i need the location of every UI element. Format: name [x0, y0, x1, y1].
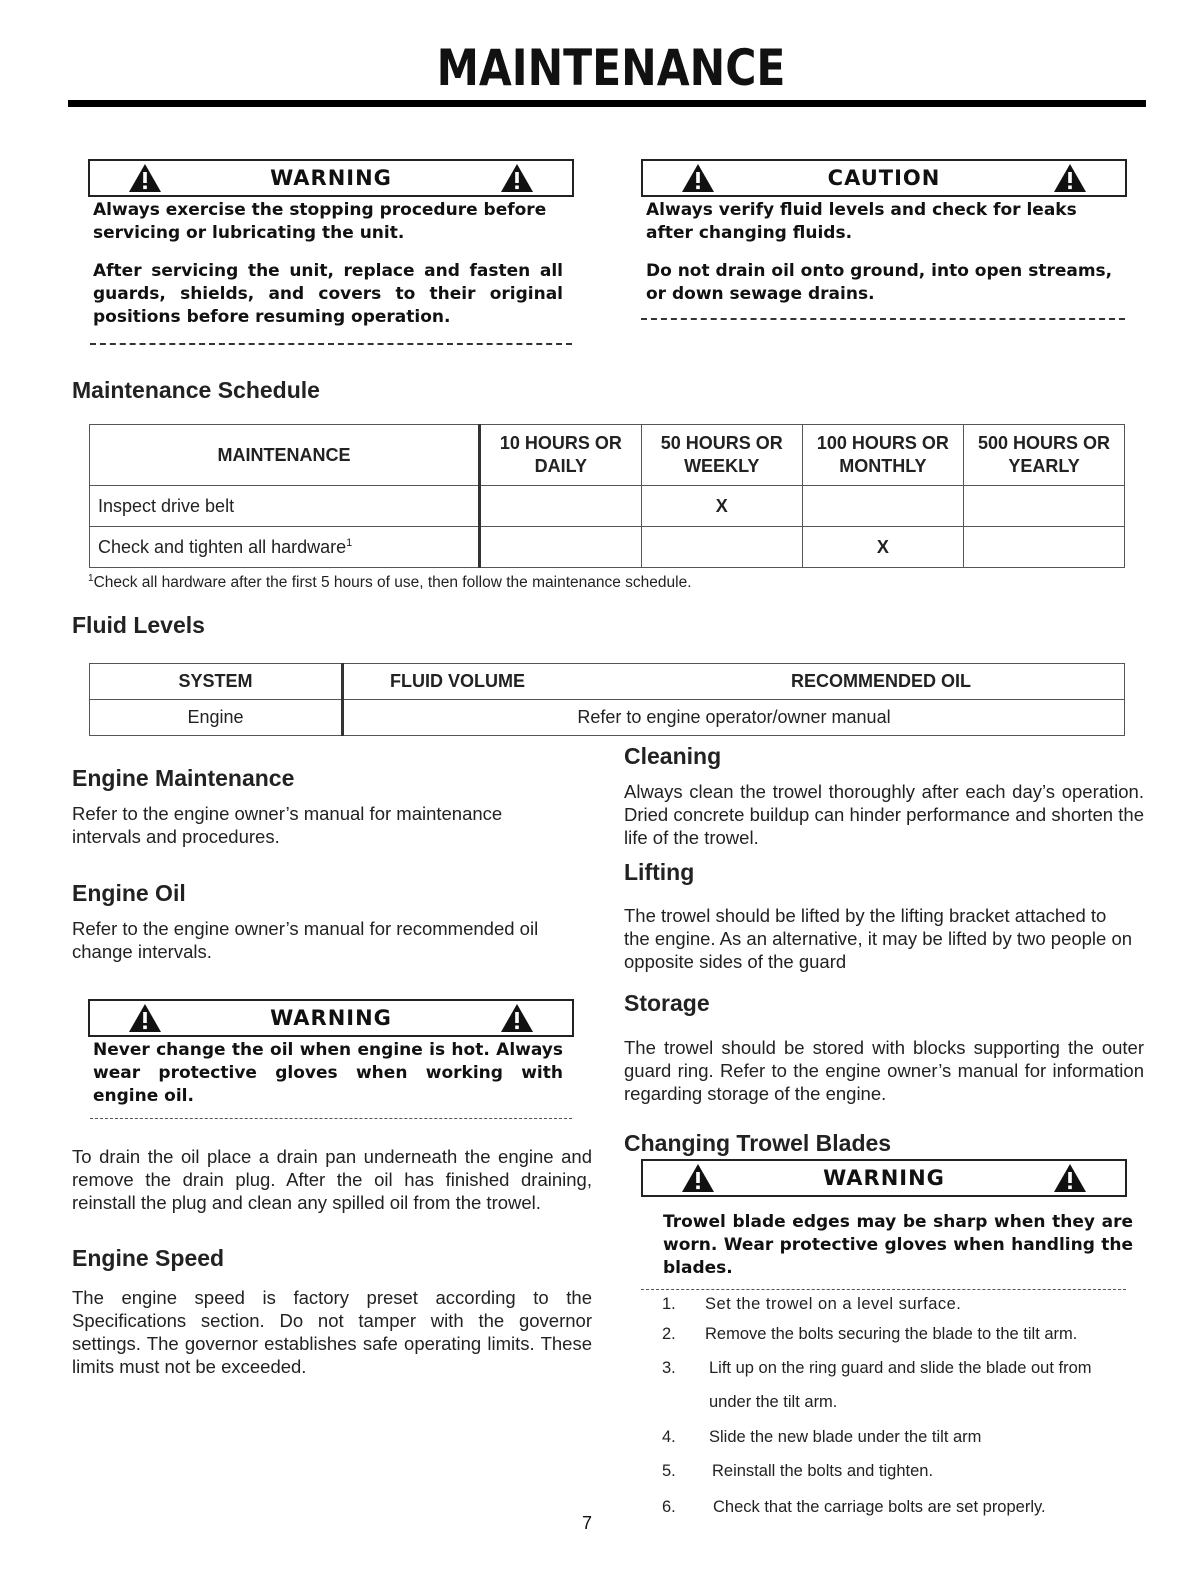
- step-text: Remove the bolts securing the blade to the tilt arm.: [705, 1325, 1078, 1343]
- oil-warning-banner: [88, 999, 574, 1037]
- caution-label: CAUTION: [827, 166, 941, 190]
- system-cell: Engine: [90, 700, 343, 736]
- alert-triangle-icon: [500, 1003, 534, 1033]
- step-text: Slide the new blade under the tilt arm: [709, 1428, 982, 1446]
- task-cell: [90, 527, 480, 568]
- blade-warning-text: Trowel blade edges may be sharp when they are worn. Wear protective gloves when handling the blades.: [663, 1212, 1133, 1278]
- step-text: Reinstall the bolts and tighten.: [712, 1462, 934, 1480]
- caution-banner: [641, 159, 1127, 197]
- alert-triangle-icon: [681, 163, 715, 193]
- alert-triangle-icon: [681, 1163, 715, 1193]
- step-number: 5.: [662, 1462, 676, 1480]
- fluid-levels-table: [89, 663, 1125, 736]
- lifting-heading: Lifting: [624, 859, 695, 885]
- engine-maintenance-text: [72, 802, 552, 848]
- alert-triangle-icon: [128, 1003, 162, 1033]
- schedule-heading: Maintenance Schedule: [72, 377, 320, 403]
- mark-cell: [641, 527, 802, 568]
- step-text: Set the trowel on a level surface.: [705, 1295, 962, 1313]
- mark-cell: X: [802, 527, 963, 568]
- warning-label: WARNING: [270, 1006, 392, 1030]
- warning-paragraph: Always exercise the stopping procedure before servicing or lubricating the unit.: [93, 200, 547, 243]
- dashed-divider: [641, 318, 1125, 320]
- caution-paragraph: Do not drain oil onto ground, into open streams, or down sewage drains.: [646, 261, 1113, 304]
- storage-heading: Storage: [624, 990, 710, 1016]
- column-header: 500 HOURS OR YEARLY: [964, 425, 1125, 486]
- column-header: RECOMMENDED OIL: [621, 664, 1125, 700]
- step-number: 4.: [662, 1428, 676, 1446]
- column-header: MAINTENANCE: [90, 425, 480, 486]
- column-header: SYSTEM: [90, 664, 343, 700]
- warning-paragraph: After servicing the unit, replace and fasten all guards, shields, and covers to their original positions before resuming operation.: [93, 261, 563, 327]
- step-number: 1.: [662, 1295, 676, 1313]
- maintenance-schedule-table: [89, 424, 1125, 568]
- mark-cell: [964, 527, 1125, 568]
- step-number: 3.: [662, 1359, 676, 1377]
- drain-text: To drain the oil place a drain pan underneath the engine and remove the drain plug. After the oil has finished draining, reinstall the plug and clean any spilled oil from the trowel.: [72, 1146, 592, 1213]
- step-text-continued: under the tilt arm.: [709, 1393, 838, 1411]
- page-title: MAINTENANCE: [436, 39, 786, 97]
- engine-oil-heading: Engine Oil: [72, 880, 186, 906]
- changing-blades-heading: Changing Trowel Blades: [624, 1130, 892, 1156]
- engine-speed-heading: Engine Speed: [72, 1245, 225, 1271]
- oil-warning-text: Never change the oil when engine is hot. Always wear protective gloves when working with engine oil.: [93, 1040, 563, 1106]
- task-cell: Inspect drive belt: [90, 486, 480, 527]
- alert-triangle-icon: [1053, 163, 1087, 193]
- column-header: 100 HOURS OR MONTHLY: [802, 425, 963, 486]
- step-number: 2.: [662, 1325, 676, 1343]
- warning-label: WARNING: [270, 166, 392, 190]
- engine-maintenance-heading: Engine Maintenance: [72, 765, 295, 791]
- warning-text: [93, 199, 563, 344]
- warning-label: WARNING: [823, 1166, 945, 1190]
- dashed-divider: [90, 343, 572, 345]
- title-rule: [68, 100, 1146, 107]
- mark-cell: [964, 486, 1125, 527]
- task-text: Check and tighten all hardware: [98, 536, 347, 557]
- column-header: 10 HOURS OR DAILY: [479, 425, 641, 486]
- dashed-divider: [641, 1289, 1126, 1290]
- step-text: Lift up on the ring guard and slide the blade out from: [709, 1359, 1092, 1377]
- lifting-text: The trowel should be lifted by the lifting bracket attached to the engine. As an alternative, it may be lifted by two people on opposite sides of the guard: [624, 905, 1133, 972]
- blade-warning-banner: [641, 1159, 1127, 1197]
- mark-cell: [479, 527, 641, 568]
- step-text: Check that the carriage bolts are set properly.: [713, 1498, 1046, 1516]
- cleaning-text: Always clean the trowel thoroughly after each day’s operation. Dried concrete buildup can hinder performance and shorten the life of the trowel.: [624, 781, 1144, 848]
- table-header-row: [90, 664, 1125, 700]
- table-row: [90, 527, 1125, 568]
- column-header: FLUID VOLUME: [343, 664, 622, 700]
- cleaning-heading: Cleaning: [624, 743, 722, 769]
- oil-info-cell: Refer to engine operator/owner manual: [343, 700, 1125, 736]
- fluid-levels-heading: Fluid Levels: [72, 612, 205, 638]
- schedule-footnote: [88, 573, 692, 592]
- alert-triangle-icon: [500, 163, 534, 193]
- dashed-divider: [90, 1118, 572, 1119]
- storage-text: The trowel should be stored with blocks supporting the outer guard ring. Refer to the engine owner’s manual for information regarding storage of the engine.: [624, 1037, 1144, 1104]
- paragraph: Refer to the engine owner’s manual for recommended oil change intervals.: [72, 918, 539, 962]
- mark-cell: [802, 486, 963, 527]
- table-header-row: [90, 425, 1125, 486]
- step-number: 6.: [662, 1498, 676, 1516]
- caution-paragraph: Always verify fluid levels and check for leaks after changing fluids.: [646, 200, 1077, 243]
- engine-oil-text: [72, 917, 552, 963]
- page-number: 7: [582, 1513, 593, 1533]
- paragraph: Refer to the engine owner’s manual for maintenance intervals and procedures.: [72, 803, 503, 847]
- table-row: [90, 700, 1125, 736]
- mark-cell: [479, 486, 641, 527]
- footnote-mark: 1: [88, 573, 94, 584]
- footnote-mark: 1: [346, 536, 353, 549]
- caution-text: [646, 199, 1121, 321]
- mark-cell: X: [641, 486, 802, 527]
- engine-speed-text: The engine speed is factory preset according to the Specifications section. Do not tamper with the governor settings. The governor establishes safe operating limits. These limits must not be exceeded.: [72, 1287, 592, 1377]
- column-header: 50 HOURS OR WEEKLY: [641, 425, 802, 486]
- alert-triangle-icon: [128, 163, 162, 193]
- alert-triangle-icon: [1053, 1163, 1087, 1193]
- table-row: [90, 486, 1125, 527]
- footnote-text: Check all hardware after the first 5 hours of use, then follow the maintenance schedule.: [93, 574, 692, 592]
- warning-banner: [88, 159, 574, 197]
